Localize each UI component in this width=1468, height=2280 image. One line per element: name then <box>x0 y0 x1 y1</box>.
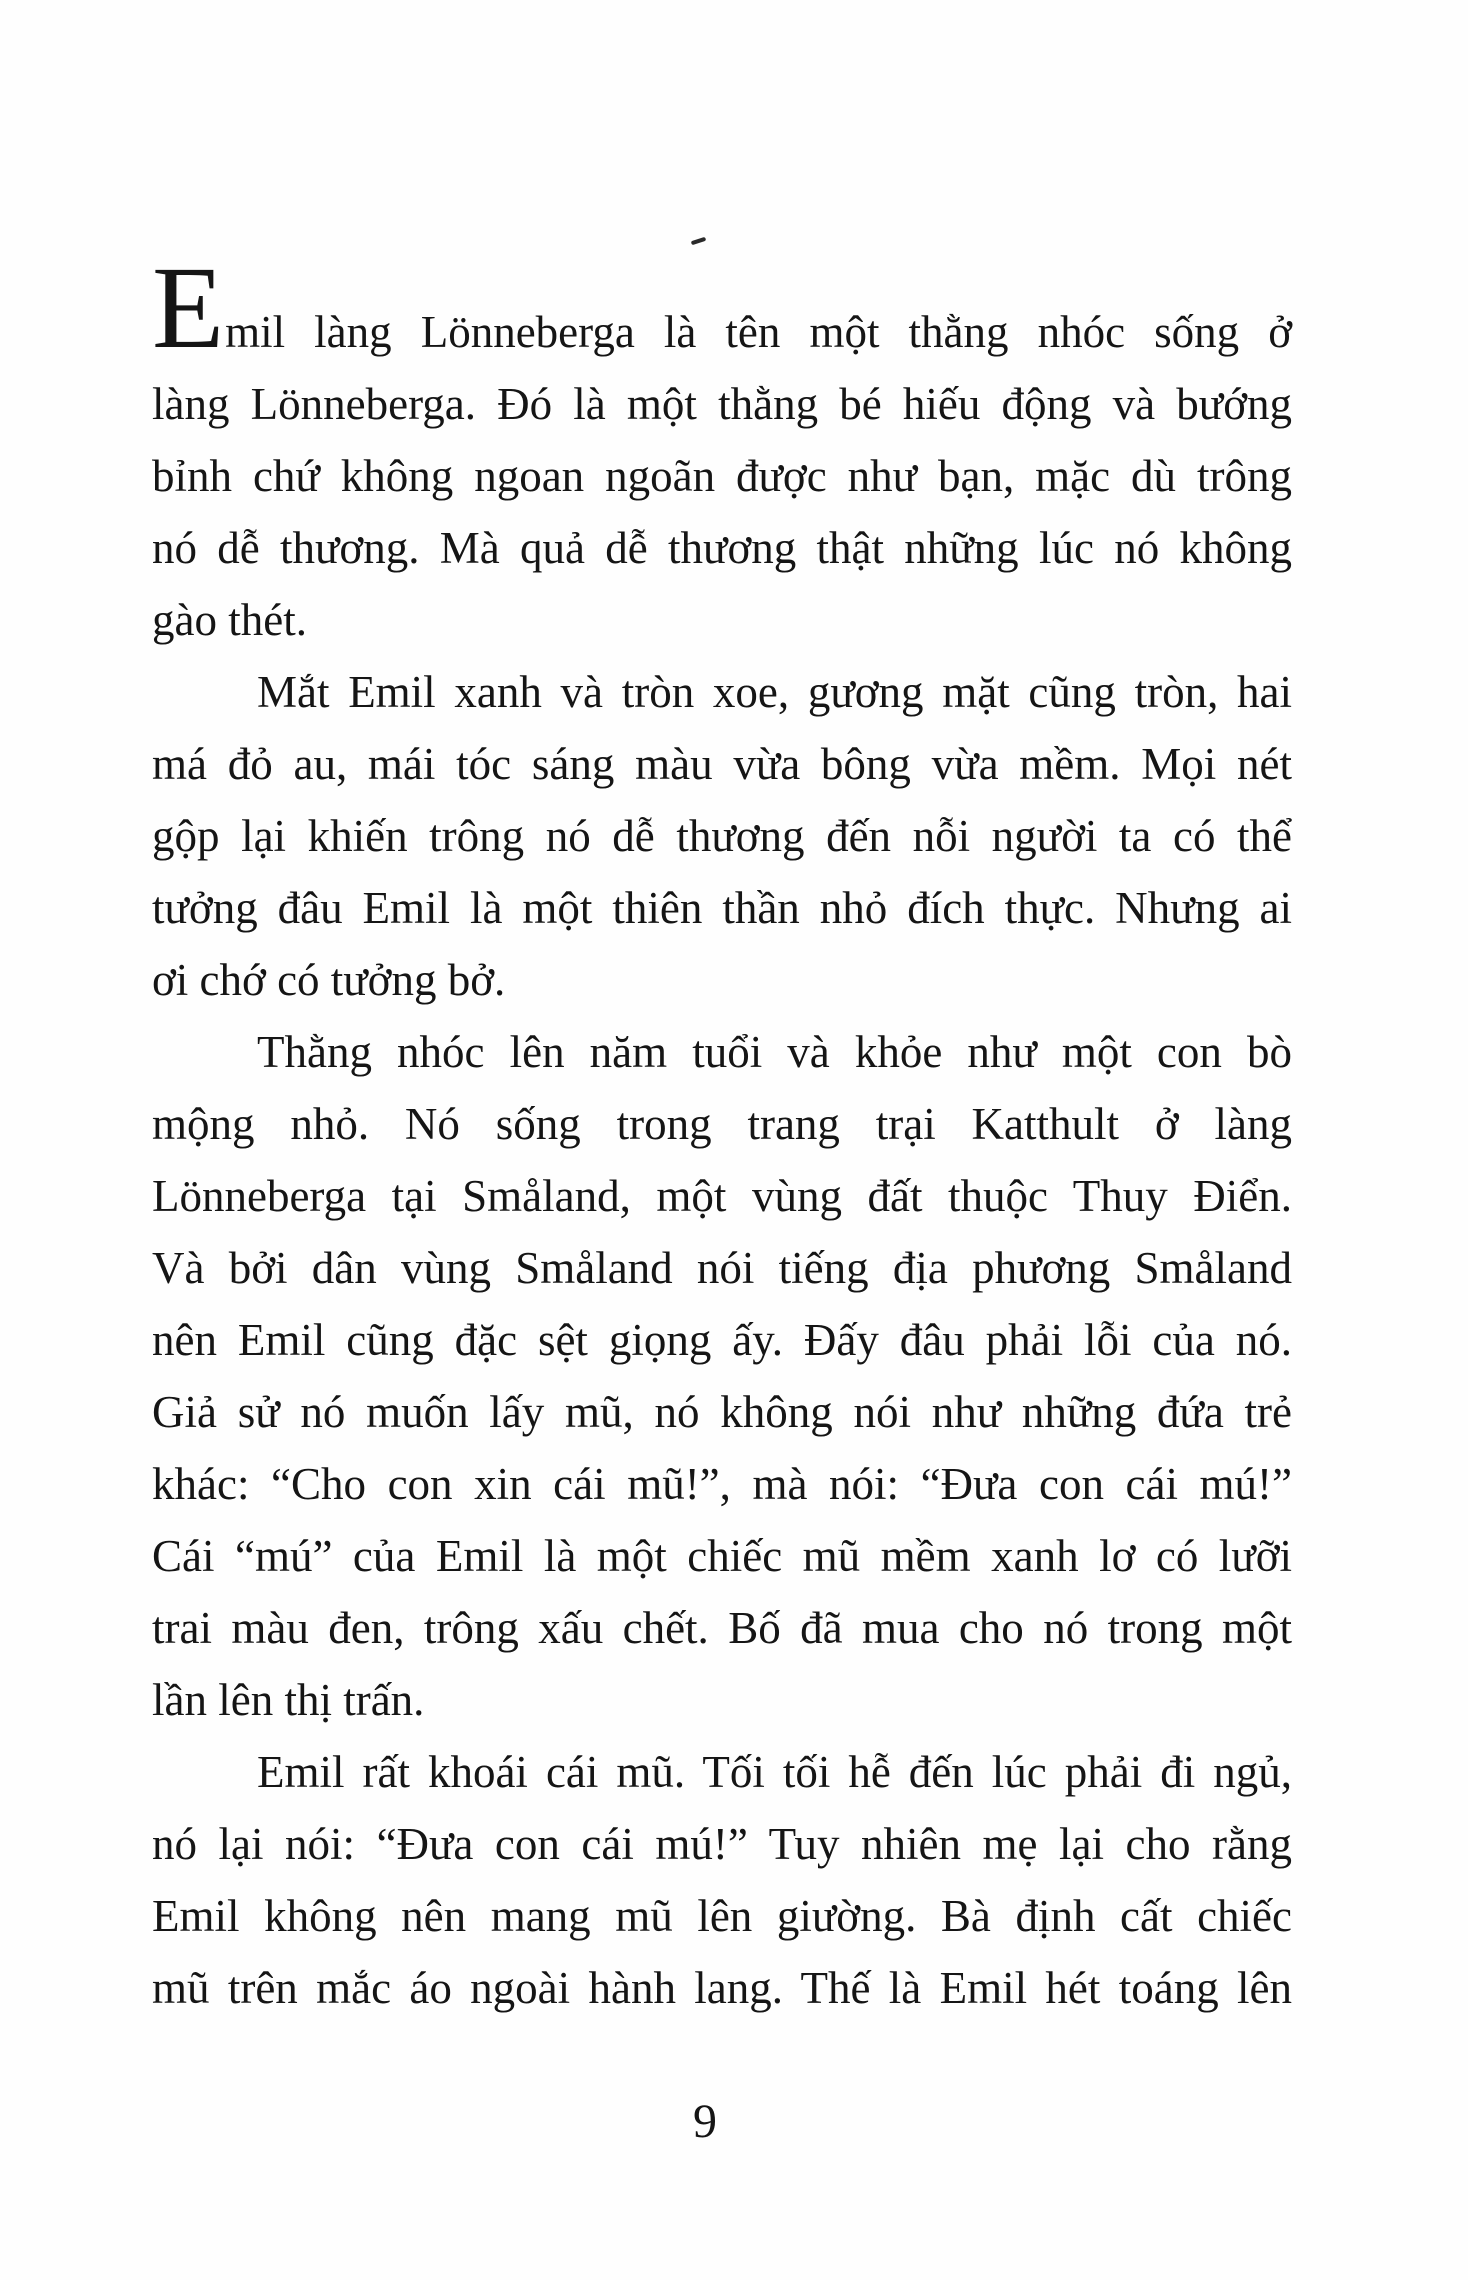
page-number: 9 <box>693 2095 717 2148</box>
text-line: Emil làng Lönneberga là tên một thằng nhóc sống ở <box>152 242 1292 373</box>
text-line: má đỏ au, mái tóc sáng màu vừa bông vừa mềm. Mọi nét <box>152 739 1292 789</box>
text-line: Lönneberga tại Småland, một vùng đất thuộc Thuy Điển. <box>152 1171 1292 1221</box>
text-line: Và bởi dân vùng Småland nói tiếng địa phương Småland <box>152 1243 1292 1293</box>
text-line: mũ trên mắc áo ngoài hành lang. Thế là Emil hét toáng lên <box>152 1963 1292 2013</box>
text-line: nó dễ thương. Mà quả dễ thương thật những lúc nó không <box>152 523 1292 573</box>
text-line: gào thét. <box>152 595 307 645</box>
text-line: Mắt Emil xanh và tròn xoe, gương mặt cũng tròn, hai <box>257 667 1292 717</box>
text-line: bỉnh chứ không ngoan ngoãn được như bạn, mặc dù trông <box>152 451 1292 501</box>
text-line: Emil không nên mang mũ lên giường. Bà định cất chiếc <box>152 1891 1292 1941</box>
text-line: mộng nhỏ. Nó sống trong trang trại Katthult ở làng <box>152 1099 1292 1149</box>
text-line: khác: “Cho con xin cái mũ!”, mà nói: “Đưa con cái mú!” <box>152 1459 1292 1509</box>
text-line: lần lên thị trấn. <box>152 1675 425 1725</box>
text-line: làng Lönneberga. Đó là một thằng bé hiếu động và bướng <box>152 379 1292 429</box>
text-line: nó lại nói: “Đưa con cái mú!” Tuy nhiên mẹ lại cho rằng <box>152 1819 1292 1869</box>
text-line: Emil rất khoái cái mũ. Tối tối hễ đến lúc phải đi ngủ, <box>257 1747 1292 1797</box>
text-line: Thằng nhóc lên năm tuổi và khỏe như một con bò <box>257 1027 1292 1077</box>
text-line: Cái “mú” của Emil là một chiếc mũ mềm xanh lơ có lưỡi <box>152 1531 1292 1581</box>
ink-speck <box>691 237 707 245</box>
text-line: ơi chớ có tưởng bở. <box>152 955 506 1005</box>
text-line: gộp lại khiến trông nó dễ thương đến nỗi người ta có thể <box>152 811 1292 861</box>
body-text <box>152 242 1292 2024</box>
text-line: tưởng đâu Emil là một thiên thần nhỏ đích thực. Nhưng ai <box>152 883 1292 933</box>
text-line: trai màu đen, trông xấu chết. Bố đã mua cho nó trong một <box>152 1603 1292 1653</box>
text-line: Giả sử nó muốn lấy mũ, nó không nói như những đứa trẻ <box>152 1387 1292 1437</box>
text-line: nên Emil cũng đặc sệt giọng ấy. Đấy đâu phải lỗi của nó. <box>152 1315 1292 1365</box>
drop-cap: E <box>152 242 226 373</box>
